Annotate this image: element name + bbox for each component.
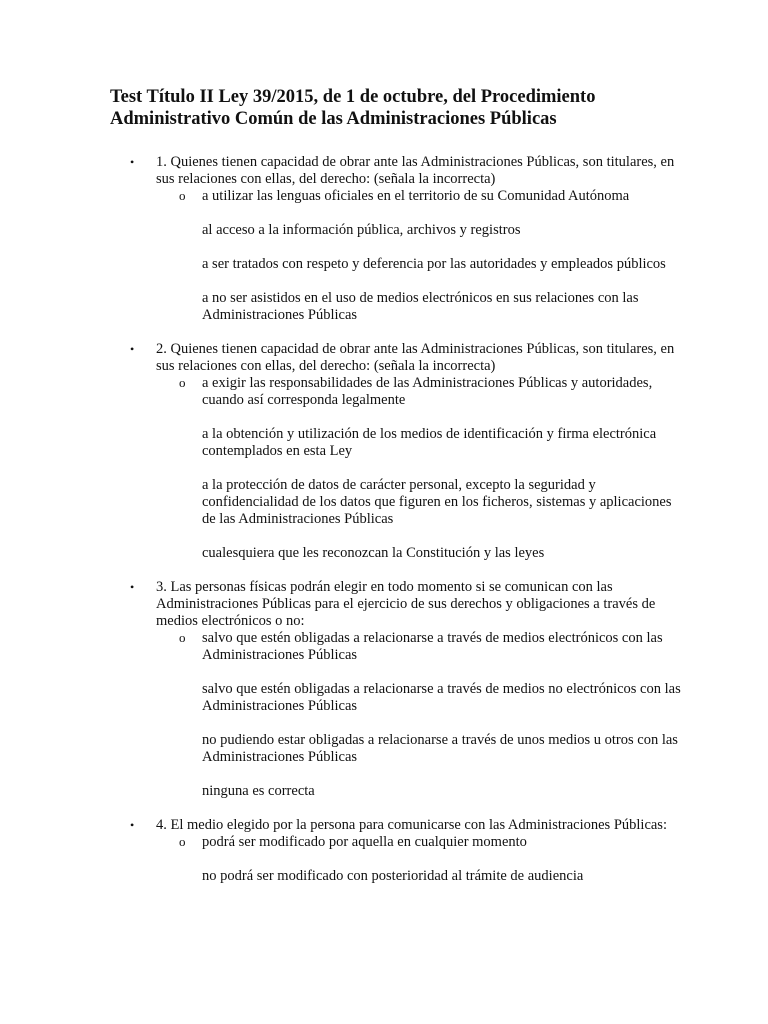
bullet-icon: • — [130, 155, 135, 169]
option-list — [156, 375, 688, 562]
option-item — [156, 426, 688, 460]
option-list — [156, 630, 688, 800]
option-item — [156, 545, 688, 562]
question-4 — [110, 817, 688, 885]
question-2 — [110, 341, 688, 562]
option-text: cualesquiera que les reconozcan la Constitución y las leyes — [202, 545, 545, 561]
document-title: Test Título II Ley 39/2015, de 1 de octubre, del Procedimiento Administrativo Común de las Administraciones Públicas — [110, 87, 596, 129]
option-item — [156, 732, 688, 766]
option-text: salvo que estén obligadas a relacionarse a través de medios no electrónicos con las Administraciones Públicas — [202, 681, 681, 714]
option-text: no podrá ser modificado con posterioridad al trámite de audiencia — [202, 868, 584, 884]
bullet-icon: • — [130, 342, 135, 356]
option-item — [156, 375, 688, 409]
question-text: 4. El medio elegido por la persona para comunicarse con las Administraciones Públicas: — [156, 817, 667, 833]
option-text: a utilizar las lenguas oficiales en el territorio de su Comunidad Autónoma — [202, 188, 630, 204]
option-item — [156, 222, 688, 239]
question-text: 3. Las personas físicas podrán elegir en todo momento si se comunican con las Administraciones Públicas para el ejercicio de sus derechos y obligaciones a través de medios electrónicos o no: — [156, 579, 656, 629]
option-text: a exigir las responsabilidades de las Administraciones Públicas y autoridades, cuando así corresponda legalmente — [202, 375, 653, 408]
circle-bullet-icon: o — [179, 375, 186, 390]
option-item — [156, 834, 688, 851]
option-item — [156, 630, 688, 664]
option-item — [156, 783, 688, 800]
option-text: a la protección de datos de carácter personal, excepto la seguridad y confidencialidad de los datos que figuren en los ficheros, sistemas y aplicaciones de las Administraciones Públicas — [202, 477, 672, 527]
question-3 — [110, 579, 688, 800]
question-text: 1. Quienes tienen capacidad de obrar ante las Administraciones Públicas, son titulares, en sus relaciones con ellas, del derecho: (señala la incorrecta) — [156, 154, 675, 187]
option-item — [156, 477, 688, 528]
circle-bullet-icon: o — [179, 630, 186, 645]
option-text: al acceso a la información pública, archivos y registros — [202, 222, 521, 238]
option-list — [156, 834, 688, 885]
question-1 — [110, 154, 688, 324]
circle-bullet-icon: o — [179, 188, 186, 203]
option-item — [156, 681, 688, 715]
option-list — [156, 188, 688, 324]
option-text: no pudiendo estar obligadas a relacionarse a través de unos medios u otros con las Administraciones Públicas — [202, 732, 678, 765]
bullet-icon: • — [130, 818, 135, 832]
option-text: a ser tratados con respeto y deferencia por las autoridades y empleados públicos — [202, 256, 666, 272]
option-text: podrá ser modificado por aquella en cualquier momento — [202, 834, 527, 850]
option-text: a no ser asistidos en el uso de medios electrónicos en sus relaciones con las Administraciones Públicas — [202, 290, 639, 323]
option-text: salvo que estén obligadas a relacionarse a través de medios electrónicos con las Administraciones Públicas — [202, 630, 663, 663]
question-list — [110, 154, 688, 885]
question-text: 2. Quienes tienen capacidad de obrar ante las Administraciones Públicas, son titulares, en sus relaciones con ellas, del derecho: (señala la incorrecta) — [156, 341, 675, 374]
circle-bullet-icon: o — [179, 834, 186, 849]
option-item — [156, 290, 688, 324]
option-item — [156, 188, 688, 205]
option-text: ninguna es correcta — [202, 783, 315, 799]
option-item — [156, 256, 688, 273]
option-item — [156, 868, 688, 885]
option-text: a la obtención y utilización de los medios de identificación y firma electrónica contemplados en esta Ley — [202, 426, 657, 459]
bullet-icon: • — [130, 580, 135, 594]
